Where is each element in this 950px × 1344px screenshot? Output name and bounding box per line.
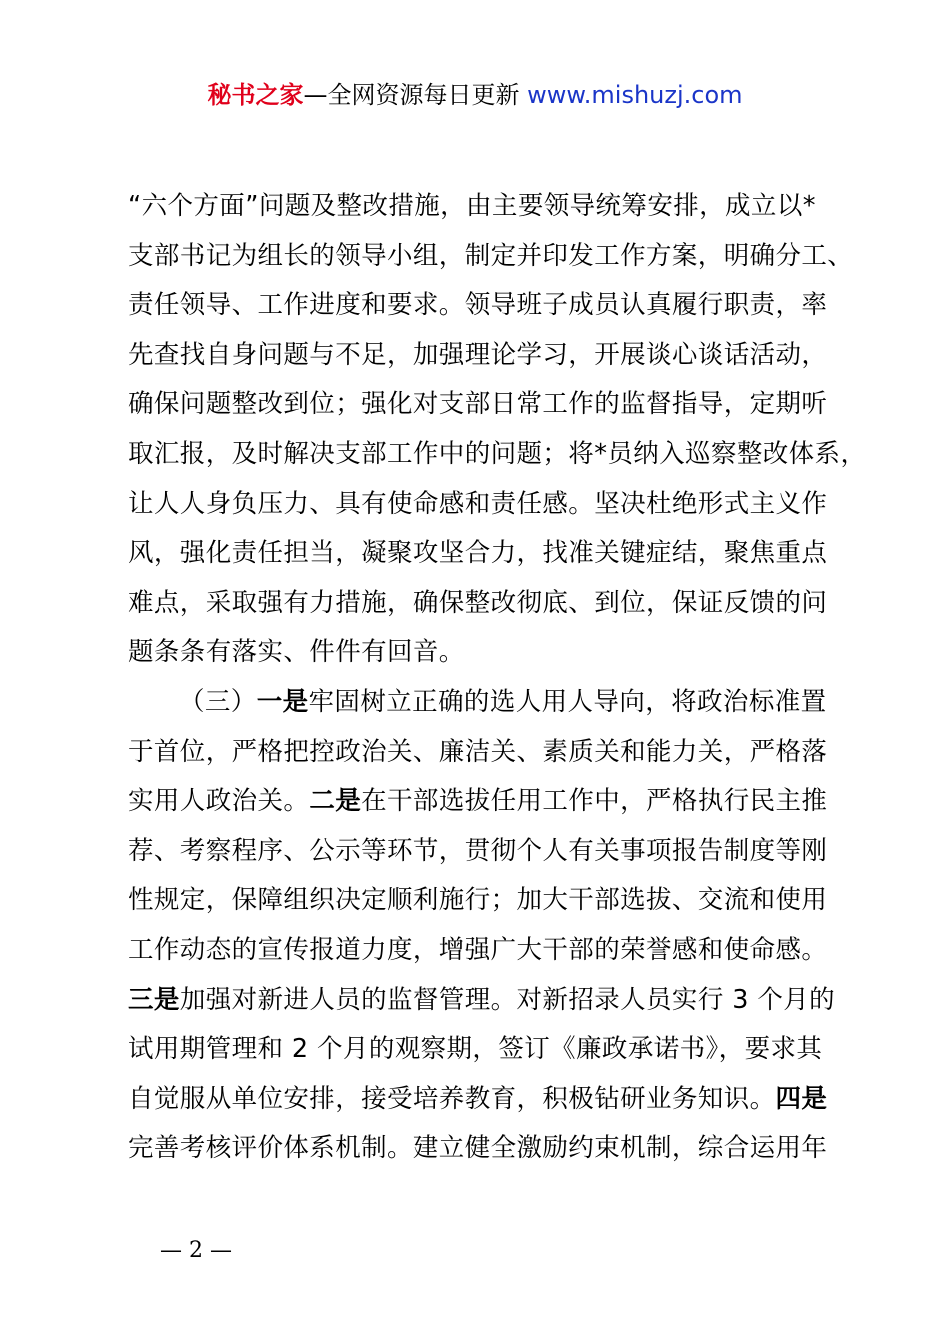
line-text: 实用人政治关。 [128,786,310,817]
line-text: 在干部选拔任用工作中，严格执行民主推 [361,786,828,817]
line-text: 牢固树立正确的选人用人导向，将政治标准置 [308,686,827,717]
text-line: 工作动态的宣传报道力度，增强广大干部的荣誉感和使命感。 [128,934,828,965]
line-text: 自觉服从单位安排，接受培养教育，积极钻研业务知识。 [128,1083,776,1114]
text-line: 性规定，保障组织决定顺利施行；加大干部选拔、交流和使用 [128,885,828,916]
site-header [0,78,950,112]
text-line: 先查找自身问题与不足，加强理论学习，开展谈心谈话活动， [128,339,828,370]
bold-keyword: 三是 [128,984,180,1015]
site-url-link[interactable]: www.mishuzj.com [527,81,743,109]
page-number: — 2 — [160,1238,232,1263]
text-line: 难点，采取强有力措施，确保整改彻底、到位，保证反馈的问 [128,587,828,618]
text-line [128,976,838,1026]
header-tagline: —全网资源每日更新 [303,81,528,109]
text-line: 确保问题整改到位；强化对支部日常工作的监督指导，定期听 [128,389,828,420]
text-line [128,777,838,827]
text-line: 取汇报，及时解决支部工作中的问题；将*员纳入巡察整改体系， [128,438,867,469]
text-line: “六个方面”问题及整改措施，由主要领导统筹安排，成立以* [128,191,816,221]
text-line: 荐、考察程序、公示等环节，贯彻个人有关事项报告制度等刚 [128,835,828,866]
text-line: 支部书记为组长的领导小组，制定并印发工作方案，明确分工、 [128,240,854,271]
text-line: 于首位，严格把控政治关、廉洁关、素质关和能力关，严格落 [128,736,828,767]
text-line: 责任领导、工作进度和要求。领导班子成员认真履行职责，率 [128,290,828,321]
bold-keyword: 二是 [309,786,362,817]
text-line: 完善考核评价体系机制。建立健全激励约束机制，综合运用年 [128,1133,828,1164]
paragraph-2 [128,678,838,1174]
text-line [128,678,838,728]
document-body [128,182,867,1174]
text-line: 题条条有落实、件件有回音。 [128,637,465,668]
text-line: 试用期管理和 2 个月的观察期，签订《廉政承诺书》，要求其 [128,1034,823,1065]
text-line: 风，强化责任担当，凝聚攻坚合力，找准关键症结，聚焦重点 [128,538,828,569]
text-line: 让人人身负压力、具有使命感和责任感。坚决杜绝形式主义作 [128,488,828,519]
brand-name: 秘书之家 [207,81,304,109]
line-text: 加强对新进人员的监督管理。对新招录人员实行 3 个月的 [179,984,836,1015]
section-number: （三） [179,686,257,717]
bold-keyword: 一是 [256,686,309,717]
bold-keyword: 四是 [775,1083,828,1114]
text-line [128,1075,838,1125]
paragraph-1 [128,182,867,678]
